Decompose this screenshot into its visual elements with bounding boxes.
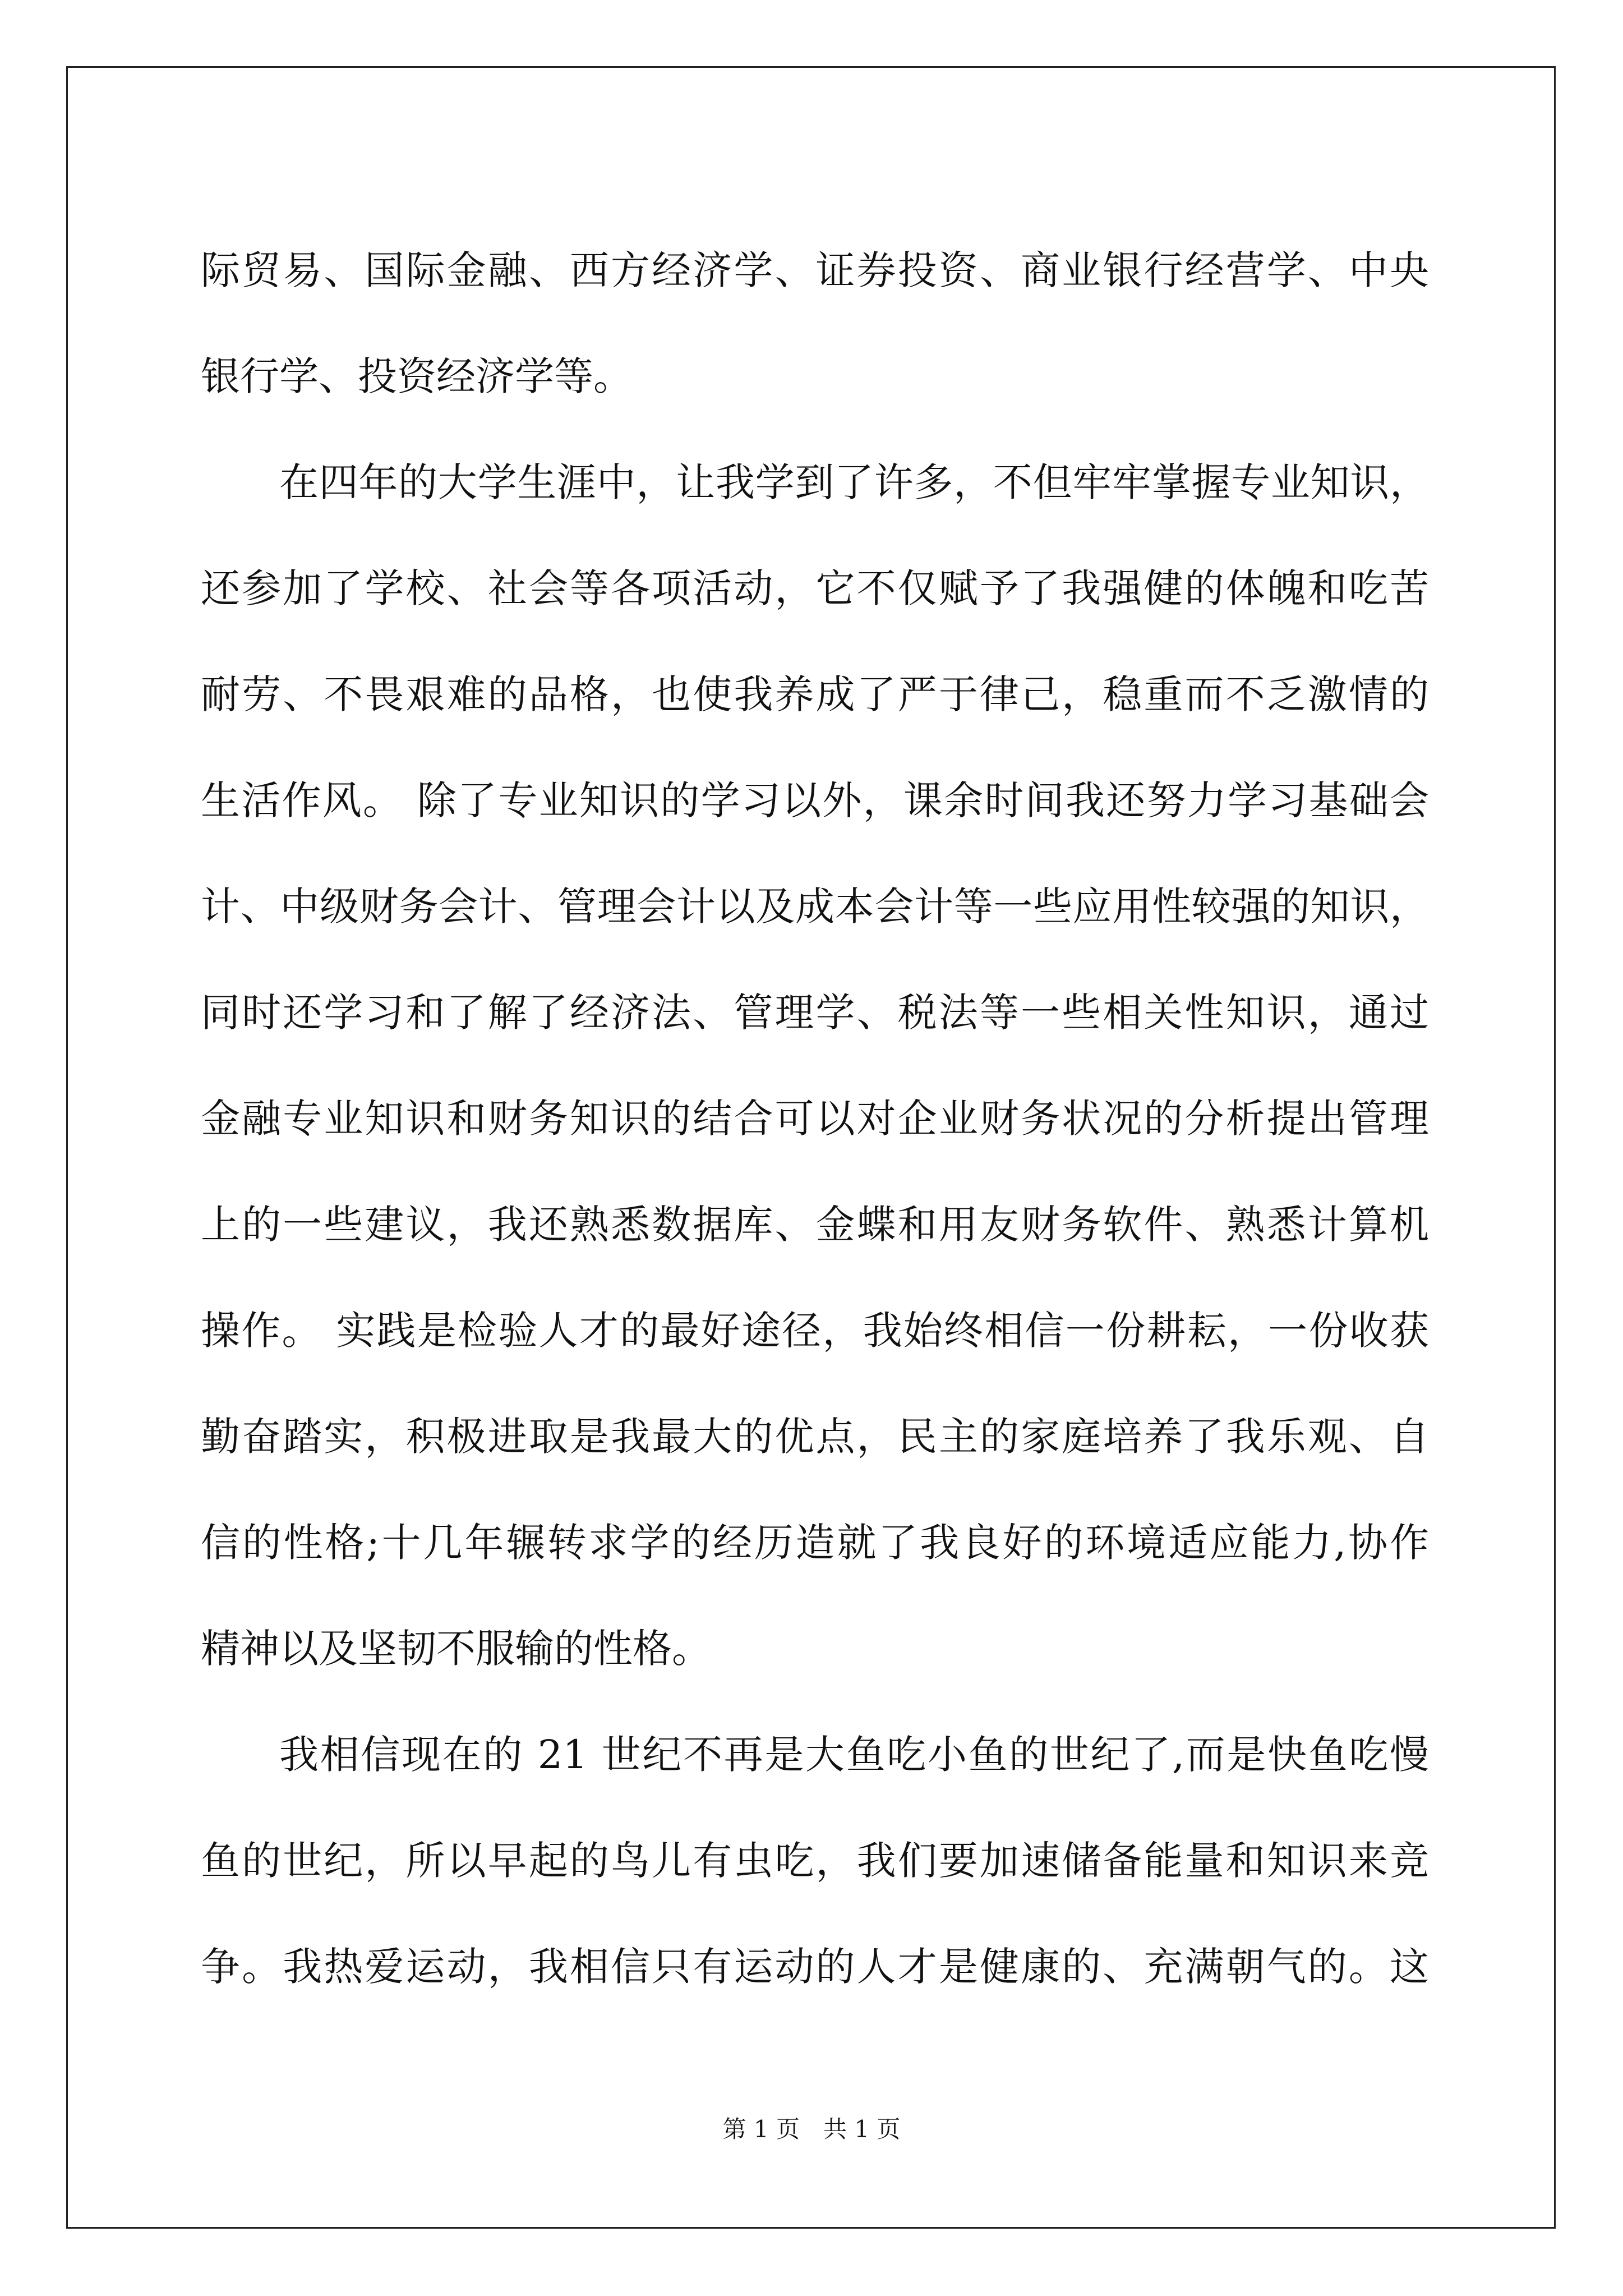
document-body [201,218,1429,2020]
text-line: 生活作风。 除了专业知识的学习以外，课余时间我还努力学习基础会 [201,777,1429,823]
paragraph-start-line: 我相信现在的 21 世纪不再是大鱼吃小鱼的世纪了,而是快鱼吃慢 [279,1732,1429,1778]
text-line: 际贸易、国际金融、西方经济学、证券投资、商业银行经营学、中央 [201,247,1429,293]
text-line: 同时还学习和了解了经济法、管理学、税法等一些相关性知识，通过 [201,990,1429,1036]
text-line: 金融专业知识和财务知识的结合可以对企业财务状况的分析提出管理 [201,1096,1429,1142]
paragraph-start-line: 在四年的大学生涯中，让我学到了许多，不但牢牢掌握专业知识， [279,459,1429,505]
text-line: 鱼的世纪，所以早起的鸟儿有虫吃，我们要加速储备能量和知识来竞 [201,1838,1429,1884]
page-number-footer: 第 1 页 共 1 页 [722,2115,901,2143]
text-line: 勤奋踏实，积极进取是我最大的优点，民主的家庭培养了我乐观、自 [201,1414,1429,1460]
text-line: 信的性格;十几年辗转求学的经历造就了我良好的环境适应能力,协作 [201,1520,1429,1566]
text-line: 还参加了学校、社会等各项活动，它不仅赋予了我强健的体魄和吃苦 [201,565,1429,611]
text-line: 银行学、投资经济学等。 [201,353,633,399]
text-line: 上的一些建议，我还熟悉数据库、金蝶和用友财务软件、熟悉计算机 [201,1202,1429,1248]
text-line: 耐劳、不畏艰难的品格，也使我养成了严于律己，稳重而不乏激情的 [201,671,1429,717]
text-line: 精神以及坚韧不服输的性格。 [201,1626,711,1672]
text-line: 争。我热爱运动，我相信只有运动的人才是健康的、充满朝气的。这 [201,1944,1429,1990]
text-line: 操作。 实践是检验人才的最好途径，我始终相信一份耕耘，一份收获 [201,1308,1429,1354]
text-line: 计、中级财务会计、管理会计以及成本会计等一些应用性较强的知识， [201,884,1429,930]
